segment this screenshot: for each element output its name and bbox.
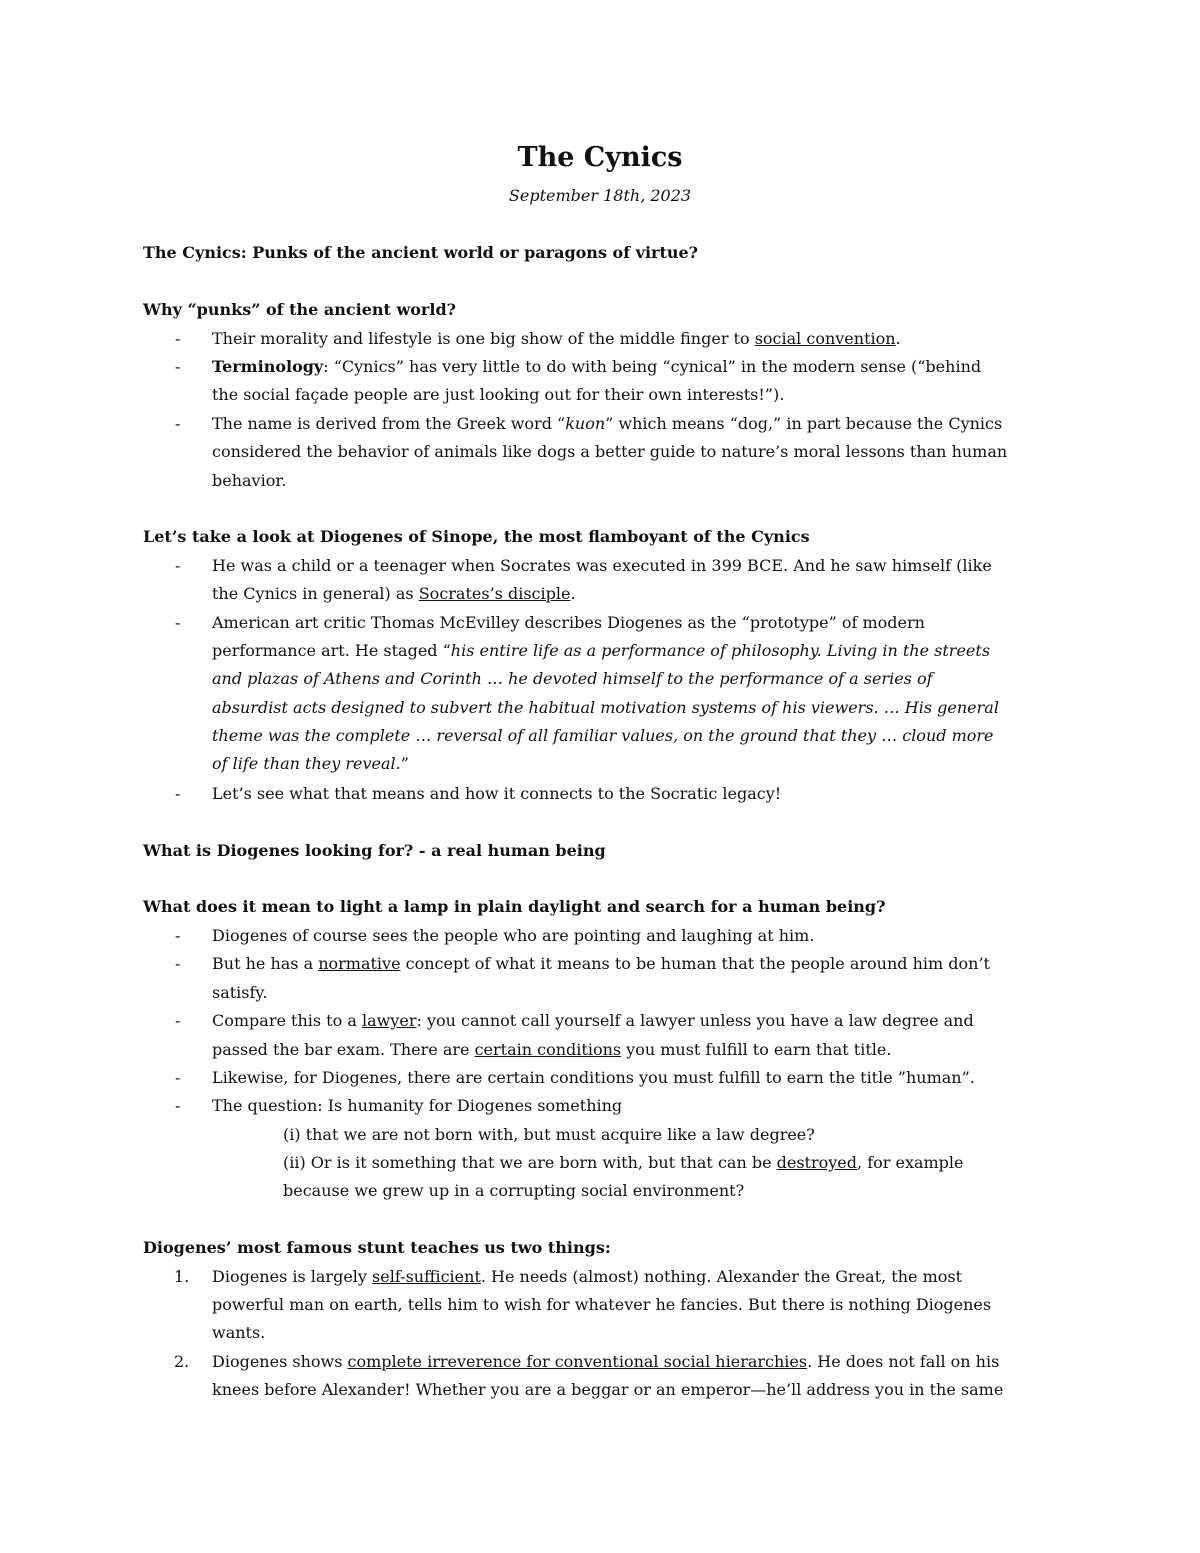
- list-item: Compare this to a lawyer: you cannot call yourself a lawyer unless you have a law degree and: [212, 1011, 974, 1030]
- bullet-marker: -: [175, 329, 181, 348]
- list-item: American art critic Thomas McEvilley describes Diogenes as the “prototype” of modern: [212, 613, 925, 632]
- quote-line: theme was the complete … reversal of all familiar values, on the ground that they … cloud more: [212, 726, 994, 745]
- main-heading: The Cynics: Punks of the ancient world or paragons of virtue?: [143, 243, 699, 262]
- list-number: 2.: [174, 1352, 190, 1371]
- list-item-continuation: the Cynics in general) as Socrates’s disciple.: [212, 584, 576, 603]
- list-item: Their morality and lifestyle is one big show of the middle finger to social convention.: [212, 329, 901, 348]
- numbered-item-continuation: knees before Alexander! Whether you are a beggar or an emperor—he’ll address you in the same: [212, 1380, 1004, 1399]
- numbered-item: Diogenes is largely self-sufficient. He needs (almost) nothing. Alexander the Great, the most: [212, 1267, 963, 1286]
- section-heading-lamp: What does it mean to light a lamp in plain daylight and search for a human being?: [143, 897, 886, 916]
- list-item: But he has a normative concept of what it means to be human that the people around him don’t: [212, 954, 990, 973]
- section-heading-diogenes: Let’s take a look at Diogenes of Sinope, the most flamboyant of the Cynics: [143, 527, 810, 546]
- numbered-item-continuation: wants.: [212, 1323, 266, 1342]
- list-item-continuation: performance art. He staged “his entire life as a performance of philosophy. Living in the streets: [212, 641, 991, 660]
- bullet-marker: -: [175, 414, 181, 433]
- list-item: The name is derived from the Greek word “kuon” which means “dog,” in part because the Cynics: [212, 414, 1003, 433]
- list-number: 1.: [174, 1267, 190, 1286]
- bullet-marker: -: [175, 954, 181, 973]
- list-item-continuation: behavior.: [212, 471, 287, 490]
- list-item-continuation: passed the bar exam. There are certain conditions you must fulfill to earn that title.: [212, 1040, 892, 1059]
- quote-line: of life than they reveal.”: [212, 754, 409, 773]
- list-item: The question: Is humanity for Diogenes something: [212, 1096, 623, 1115]
- list-item: Terminology: “Cynics” has very little to do with being “cynical” in the modern sense (“behind: [212, 357, 982, 376]
- bullet-marker: -: [175, 556, 181, 575]
- list-item-continuation: considered the behavior of animals like dogs a better guide to nature’s moral lessons than human: [212, 442, 1008, 461]
- section-heading-looking-for: What is Diogenes looking for? - a real human being: [143, 841, 606, 860]
- document-date: September 18th, 2023: [508, 186, 692, 205]
- list-item: Diogenes of course sees the people who are pointing and laughing at him.: [212, 926, 815, 945]
- list-item: Likewise, for Diogenes, there are certain conditions you must fulfill to earn the title ”human”.: [212, 1068, 975, 1087]
- list-item: He was a child or a teenager when Socrates was executed in 399 BCE. And he saw himself (like: [212, 556, 992, 575]
- numbered-item-continuation: powerful man on earth, tells him to wish for whatever he fancies. But there is nothing Diogenes: [212, 1295, 992, 1314]
- list-item-continuation: the social façade people are just looking out for their own interests!”).: [212, 385, 785, 404]
- bullet-marker: -: [175, 1068, 181, 1087]
- list-item-continuation: satisfy.: [212, 983, 268, 1002]
- quote-line: absurdist acts designed to subvert the habitual motivation systems of his viewers. … His general: [212, 698, 999, 717]
- quote-line: and plazas of Athens and Corinth … he devoted himself to the performance of a series of: [212, 669, 933, 688]
- sub-item: (ii) Or is it something that we are born with, but that can be destroyed, for example: [283, 1153, 964, 1172]
- numbered-item: Diogenes shows complete irreverence for conventional social hierarchies. He does not fall on his: [212, 1352, 1000, 1371]
- list-item: Let’s see what that means and how it connects to the Socratic legacy!: [212, 784, 782, 803]
- section-heading-stunt: Diogenes’ most famous stunt teaches us two things:: [143, 1238, 611, 1257]
- sub-item: (i) that we are not born with, but must acquire like a law degree?: [283, 1125, 815, 1144]
- bullet-marker: -: [175, 1096, 181, 1115]
- bullet-marker: -: [175, 926, 181, 945]
- bullet-marker: -: [175, 357, 181, 376]
- bullet-marker: -: [175, 1011, 181, 1030]
- bullet-marker: -: [175, 613, 181, 632]
- bullet-marker: -: [175, 784, 181, 803]
- page-title: The Cynics: [517, 142, 683, 173]
- sub-item-continuation: because we grew up in a corrupting social environment?: [283, 1181, 745, 1200]
- section-heading-punks: Why “punks” of the ancient world?: [143, 300, 456, 319]
